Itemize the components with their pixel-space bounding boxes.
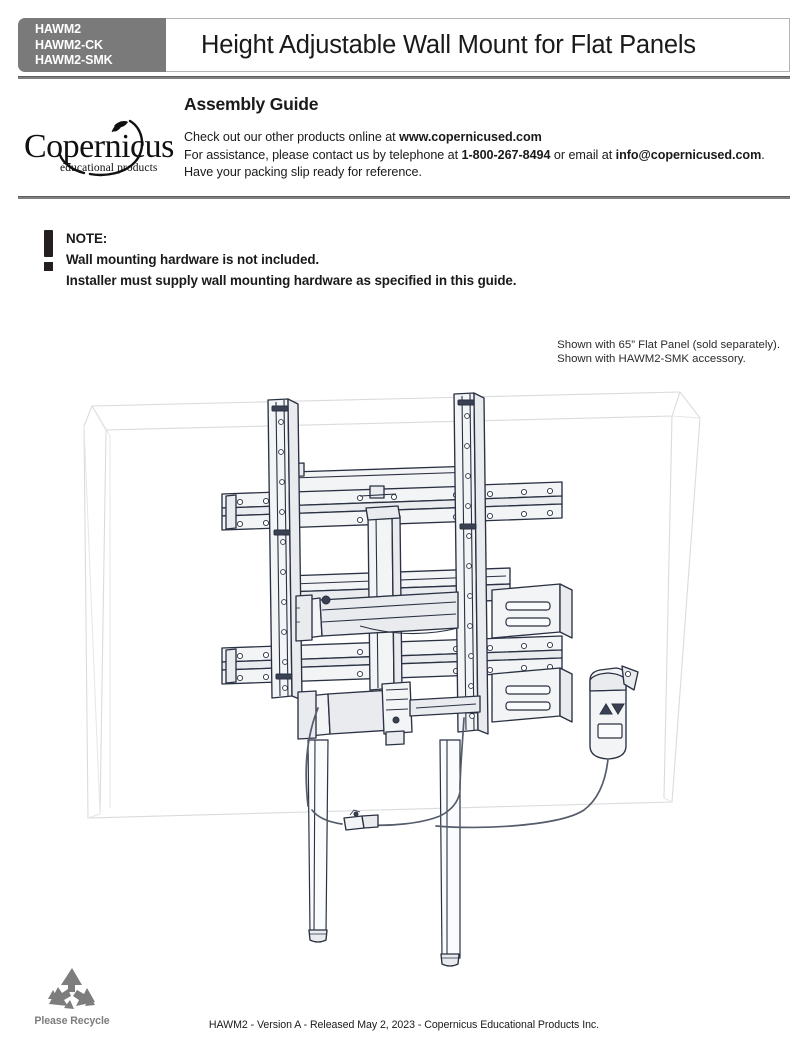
remote-display xyxy=(598,724,622,738)
model-number-2: HAWM2-CK xyxy=(35,37,103,52)
header-divider-rule xyxy=(18,76,790,79)
contact-line-pre: For assistance, please contact us by telephone at xyxy=(184,147,462,162)
note-heading: NOTE: xyxy=(66,231,108,246)
footer-credit: HAWM2 - Version A - Released May 2, 2023 - Copernicus Educational Products Inc. xyxy=(208,1019,600,1031)
caption-line-2: Shown with HAWM2-SMK accessory. xyxy=(557,353,746,366)
recycle-label: Please Recycle xyxy=(34,1015,110,1027)
note-text xyxy=(66,228,744,291)
email-address[interactable]: info@copernicused.com xyxy=(615,147,762,162)
right-vertical-rail xyxy=(454,393,488,734)
svg-text:educational products: educational products xyxy=(60,162,158,174)
title-box xyxy=(166,18,790,72)
model-number-box xyxy=(18,18,166,72)
info-divider-rule xyxy=(18,196,790,199)
packing-slip-line: Have your packing slip ready for reference. xyxy=(184,165,422,179)
exclamation-icon xyxy=(44,230,55,271)
svg-text:Copernicus: Copernicus xyxy=(24,128,174,165)
document-subtitle: Assembly Guide xyxy=(184,94,319,114)
exclamation-dot xyxy=(44,262,53,271)
info-block xyxy=(184,94,790,182)
contact-line-mid: or email at xyxy=(550,147,616,162)
left-support-leg xyxy=(308,740,328,942)
right-support-leg xyxy=(440,740,460,966)
illustration-caption xyxy=(557,338,780,367)
website-url[interactable]: www.copernicused.com xyxy=(399,130,542,144)
model-number-3: HAWM2-SMK xyxy=(35,53,113,68)
recycle-block xyxy=(32,966,112,1027)
recycle-icon xyxy=(46,966,98,1012)
contact-line-post: . xyxy=(761,147,765,162)
exclamation-bar xyxy=(44,230,53,257)
caption-line-1: Shown with 65” Flat Panel (sold separately). xyxy=(557,339,780,351)
contact-line xyxy=(184,147,790,165)
note-line-2: Installer must supply wall mounting hardware as specified in this guide. xyxy=(66,273,517,288)
phone-number[interactable]: 1-800-267-8494 xyxy=(461,147,551,162)
note-block xyxy=(44,228,744,291)
document-header xyxy=(18,18,790,72)
wall-mount-assembly-diagram xyxy=(60,378,760,978)
left-vertical-rail xyxy=(268,399,302,700)
cable-connector xyxy=(344,810,378,830)
website-line-text: Check out our other products online at xyxy=(184,130,400,144)
page-title: Height Adjustable Wall Mount for Flat Panels xyxy=(201,30,696,59)
website-line xyxy=(184,129,790,147)
note-line-1: Wall mounting hardware is not included. xyxy=(66,252,320,267)
lower-motor-actuator xyxy=(298,682,480,745)
rail-mounting-tabs xyxy=(226,495,236,683)
model-number-1: HAWM2 xyxy=(35,22,82,36)
copernicus-logo xyxy=(22,112,174,184)
